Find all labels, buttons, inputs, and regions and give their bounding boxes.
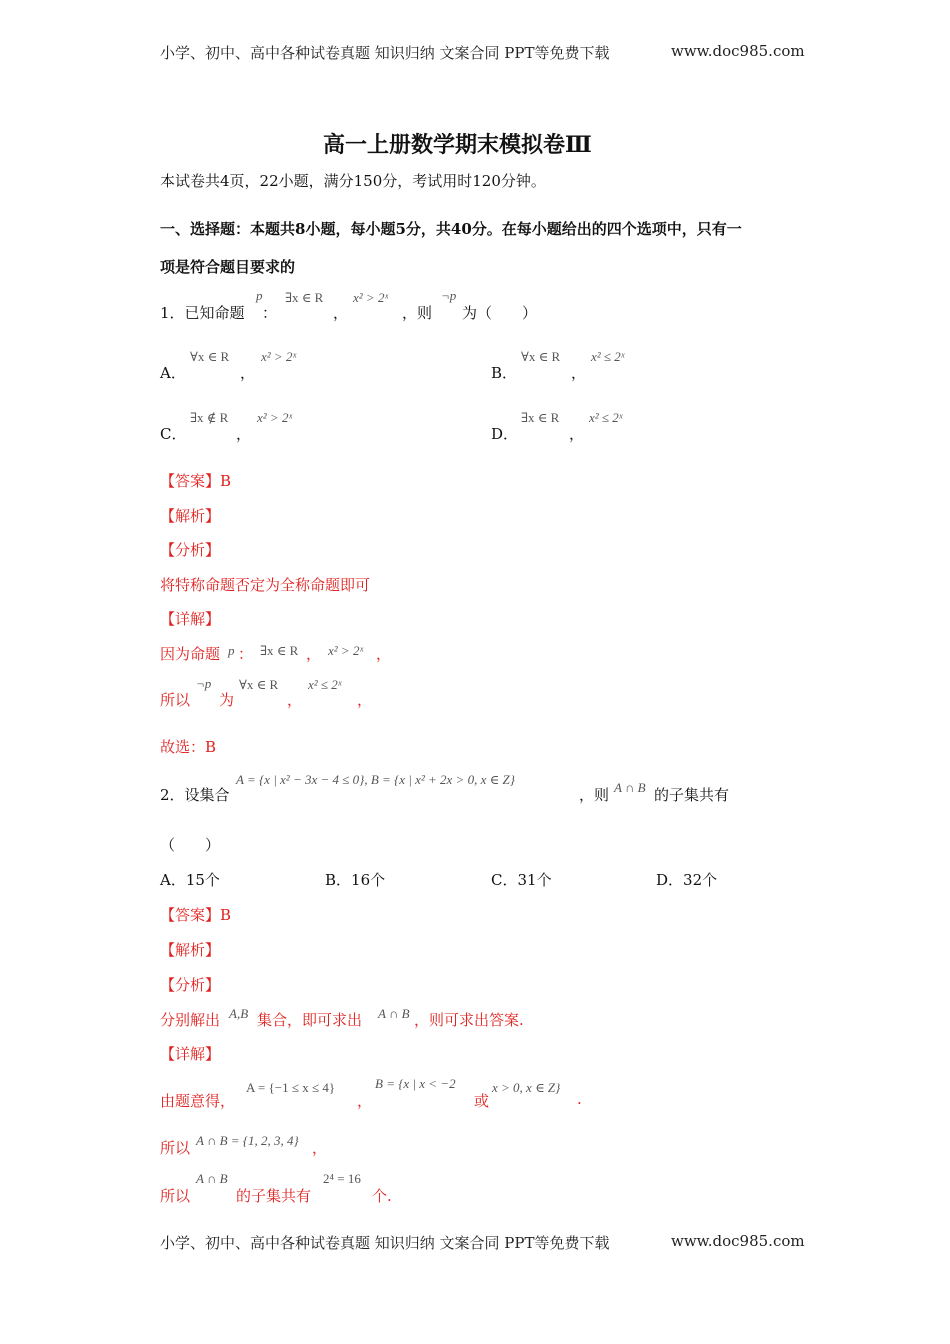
q2-option-d[interactable]: D．32个 [656,871,718,889]
q1-option-c-quant: ∃x ∉ R [190,410,229,425]
q1-detail-sep: ， [306,645,322,663]
q2-stem-tail: 的子集共有 [654,786,730,804]
q1-option-c-sep: ， [236,425,252,443]
q2-option-a[interactable]: A．15个 [160,871,220,889]
q2-fenxi-end: ，则可求出答案. [414,1011,524,1029]
header-url[interactable]: www.doc985.com [671,42,805,60]
q1-colon: ： [262,304,278,322]
q1-detail-tag: 【详解】 [160,610,221,628]
q2-detail-setB: B = {x | x < −2 [375,1076,456,1091]
answer-tag: 【答案】 [160,906,221,924]
q2-stem: 2．设集合 [160,786,230,804]
q2-then: ，则 [579,786,610,804]
q2-detail-tag: 【详解】 [160,1045,221,1063]
q2-fenxi-anb: A ∩ B [378,1006,410,1021]
q1-tail: 为（ ） [462,304,538,322]
q1-option-c-label[interactable]: C． [160,425,187,443]
q1-option-b-label[interactable]: B． [491,364,518,382]
q2-fenxi-ab: A,B [229,1006,249,1021]
q1-detail-notp: ¬p [196,676,212,691]
q1-detail-end2: ， [357,691,373,709]
q2-fenxi-text: 分别解出 [160,1011,221,1029]
q2-detail-ab: A ∩ B [196,1171,228,1186]
q1-comma: ， [333,304,349,322]
answer-tag: 【答案】 [160,472,221,490]
q1-detail-line2: 所以 [160,691,191,709]
q1-detail-wei: 为 [219,691,235,709]
q1-then: ，则 [402,304,433,322]
q2-detail-pow: 2⁴ = 16 [323,1171,361,1186]
q2-detail-end2: ， [312,1139,328,1157]
q2-answer [160,904,231,925]
q2-detail-end3: 个. [372,1187,392,1205]
q1-option-b-sep: ， [571,364,587,382]
section-heading: 一、选择题：本题共8小题，每小题5分，共40分。在每小题给出的四个选项中，只有一 [160,220,742,238]
q1-exists: ∃x ∈ R [285,290,324,305]
q1-choose: 故选：B [160,738,217,756]
answer-value: B [220,906,232,924]
q1-option-a-quant: ∀x ∈ R [190,349,230,364]
q2-sets: A = {x | x² − 3x − 4 ≤ 0}, B = {x | x² + 2x > 0, x ∈ Z} [236,772,515,787]
q1-detail-ineq: x² > 2ˣ [328,643,364,658]
q1-detail-p: p [228,643,235,658]
section-heading-cont: 项是符合题目要求的 [160,258,296,276]
q1-fenxi-text: 将特称命题否定为全称命题即可 [160,576,371,594]
q2-fenxi-mid: 集合，即可求出 [257,1011,363,1029]
q2-detail-line2: 所以 [160,1139,191,1157]
q1-option-b-quant: ∀x ∈ R [521,349,561,364]
q2-fenxi-tag: 【分析】 [160,976,221,994]
q2-detail-line3: 所以 [160,1187,191,1205]
q2-detail-or: 或 [474,1092,490,1110]
q1-option-d-ineq: x² ≤ 2ˣ [589,410,623,425]
q1-analysis-tag: 【解析】 [160,507,221,525]
q2-detail-eq: A ∩ B = {1, 2, 3, 4} [196,1133,299,1148]
q1-detail-quant2: ∀x ∈ R [239,677,279,692]
q1-detail-ineq2: x² ≤ 2ˣ [308,677,342,692]
footer-text: 小学、初中、高中各种试卷真题 知识归纳 文案合同 PPT等免费下载 [160,1234,610,1252]
q1-fenxi-tag: 【分析】 [160,541,221,559]
q2-intersection: A ∩ B [614,780,646,795]
footer-url[interactable]: www.doc985.com [671,1232,805,1250]
q2-detail-setB2: x > 0, x ∈ Z} [492,1080,561,1095]
q1-answer [160,470,231,491]
q2-paren: （ ） [160,836,221,854]
q1-option-a-label[interactable]: A． [160,364,186,382]
answer-value: B [220,472,232,490]
q1-ineq: x² > 2ˣ [353,290,389,305]
q1-stem: 1．已知命题 [160,304,245,322]
header-text: 小学、初中、高中各种试卷真题 知识归纳 文案合同 PPT等免费下载 [160,44,610,62]
q1-p: p [256,288,263,303]
q1-detail-end: ， [376,645,392,663]
q1-detail-quant: ∃x ∈ R [260,643,299,658]
q1-option-b-ineq: x² ≤ 2ˣ [591,349,625,364]
page-title: 高一上册数学期末模拟卷Ⅲ [323,132,592,158]
q2-analysis-tag: 【解析】 [160,941,221,959]
q1-option-c-ineq: x² > 2ˣ [257,410,293,425]
q1-option-a-sep: ， [240,364,256,382]
intro-text: 本试卷共4页，22小题，满分150分，考试用时120分钟。 [160,172,546,190]
q1-detail-colon: ： [238,645,254,663]
q1-option-a-ineq: x² > 2ˣ [261,349,297,364]
q1-option-d-sep: ， [569,425,585,443]
q2-detail-line1: 由题意得， [160,1092,236,1110]
q1-detail-line1: 因为命题 [160,645,221,663]
q2-detail-mid: 的子集共有 [236,1187,312,1205]
q2-detail-end: . [577,1090,582,1108]
q1-option-d-label[interactable]: D． [491,425,519,443]
q1-notp: ¬p [441,288,457,303]
q2-detail-setA: A = {−1 ≤ x ≤ 4} [246,1080,336,1095]
q2-detail-sep: ， [357,1092,373,1110]
q2-option-c[interactable]: C．31个 [491,871,552,889]
q2-option-b[interactable]: B．16个 [325,871,386,889]
q1-detail-sep2: ， [287,691,303,709]
q1-option-d-quant: ∃x ∈ R [521,410,560,425]
